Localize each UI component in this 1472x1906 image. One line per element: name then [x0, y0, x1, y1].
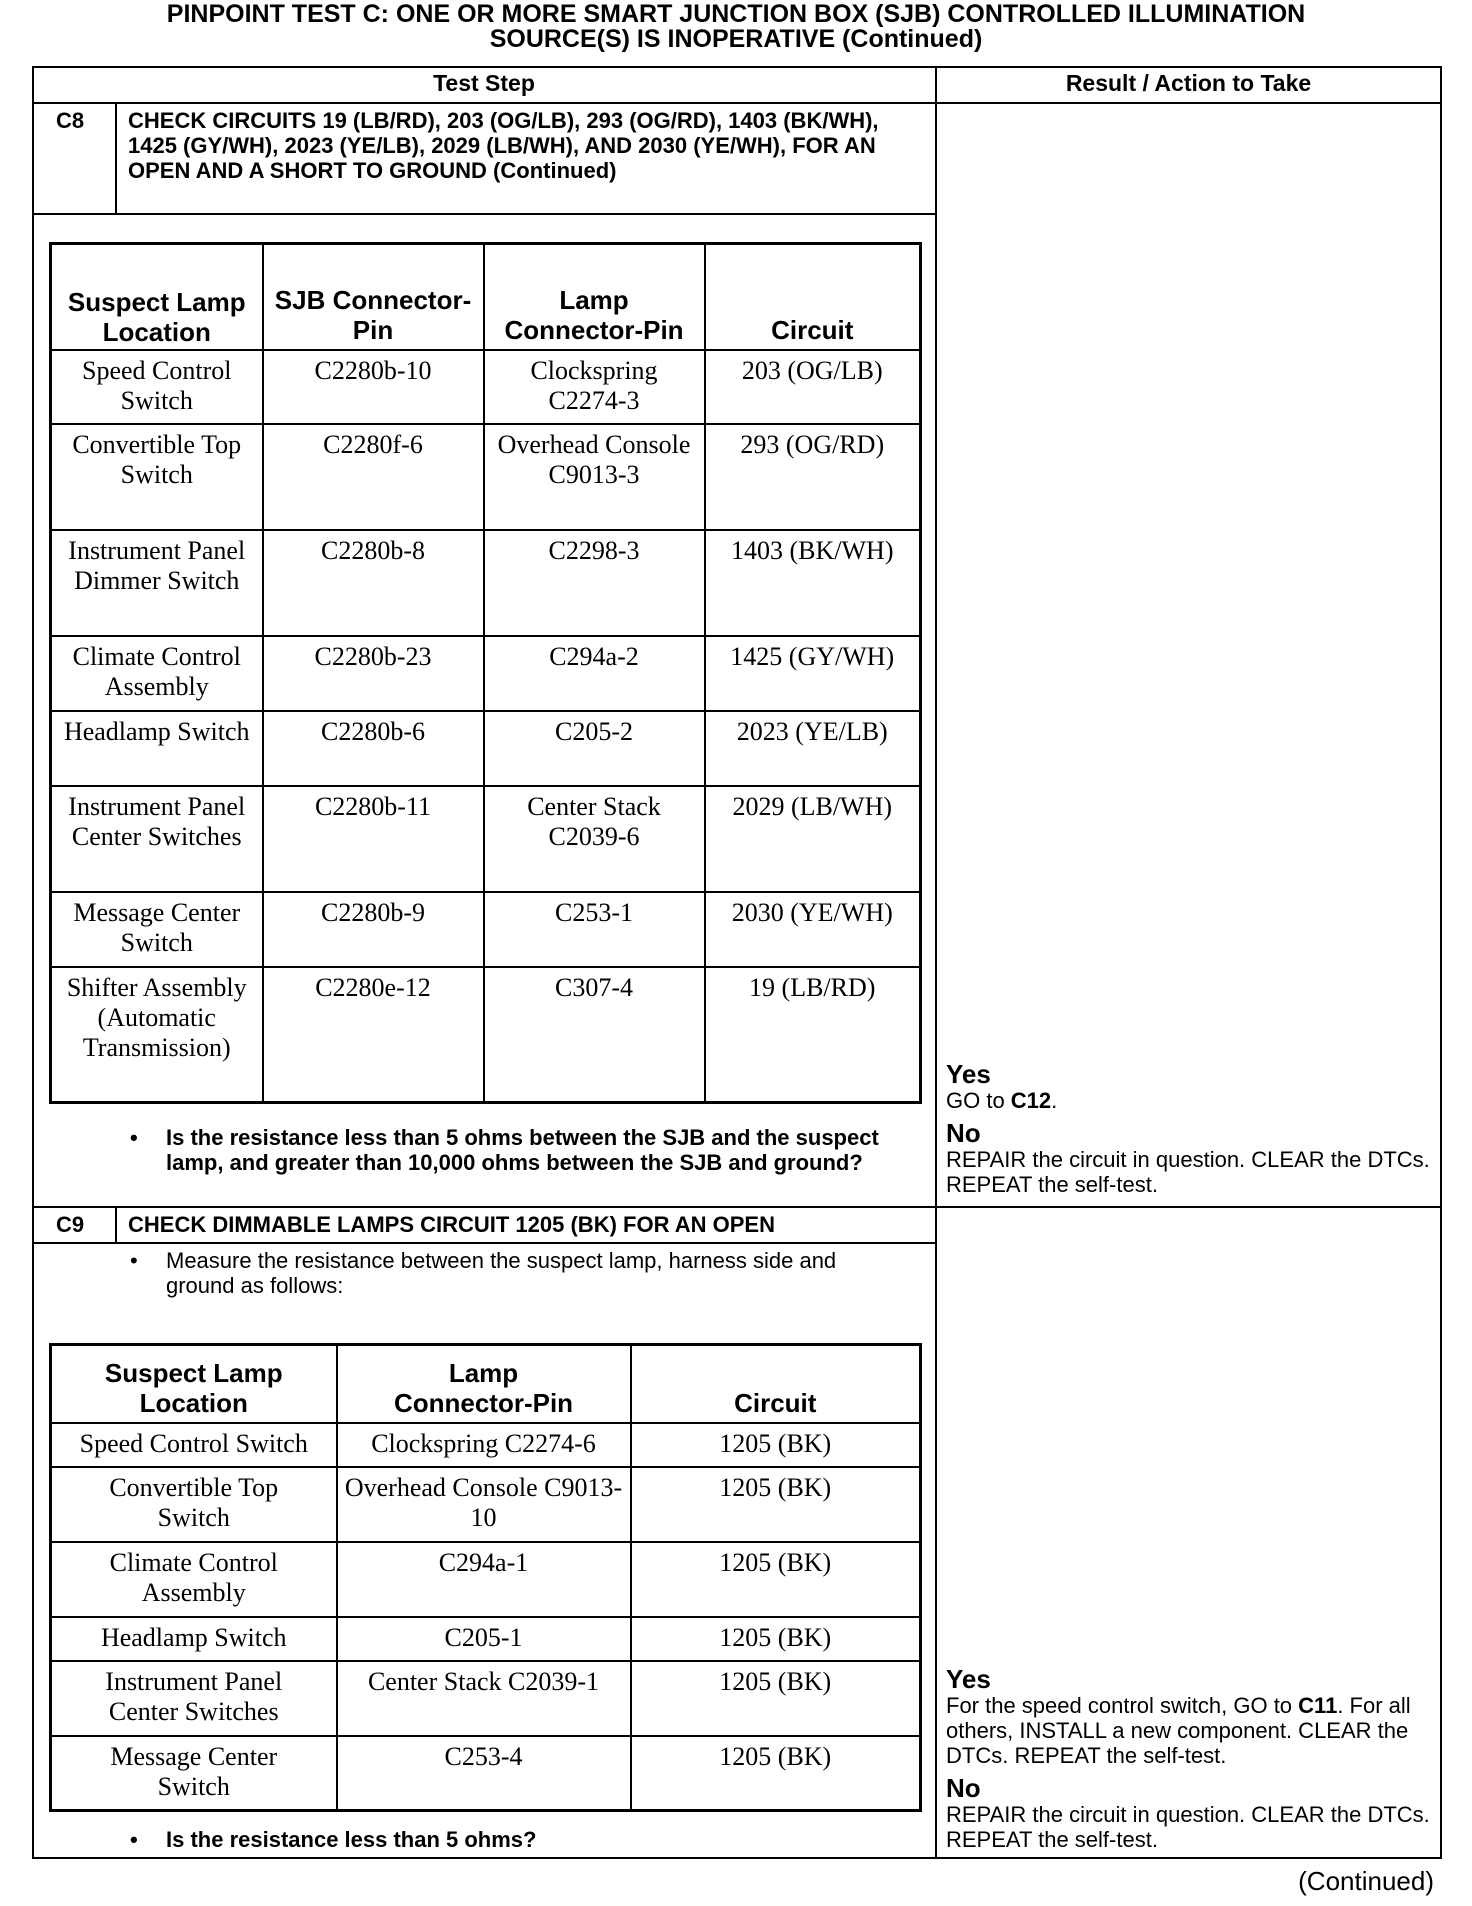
c8-col-header: Lamp Connector-Pin — [484, 244, 705, 350]
table-cell: C294a-1 — [337, 1542, 631, 1617]
header-test-step: Test Step — [433, 70, 535, 96]
table-row — [51, 1542, 921, 1617]
table-cell: Climate Control Assembly — [51, 1542, 337, 1617]
table-cell: C2280e-12 — [263, 967, 484, 1103]
table-cell: C2280b-8 — [263, 530, 484, 636]
table-cell: Headlamp Switch — [51, 711, 263, 786]
table-row — [51, 1617, 921, 1661]
table-cell: Speed Control Switch — [51, 1423, 337, 1467]
c9-yes-label: Yes — [946, 1664, 991, 1694]
step-c8-title-divider — [32, 213, 937, 215]
table-cell: 2029 (LB/WH) — [705, 786, 921, 892]
table-row — [51, 711, 921, 786]
step-c8-num-divider — [115, 104, 117, 214]
table-cell: C2280b-23 — [263, 636, 484, 711]
table-row — [51, 636, 921, 711]
step-separator — [32, 1206, 1442, 1208]
table-cell: 293 (OG/RD) — [705, 424, 921, 530]
c9-col-header: Lamp Connector-Pin — [337, 1345, 631, 1423]
c8-question — [130, 1125, 906, 1175]
table-cell: Instrument Panel Center Switches — [51, 786, 263, 892]
c9-result — [946, 1665, 1436, 1852]
table-cell: 1403 (BK/WH) — [705, 530, 921, 636]
c8-table — [49, 242, 922, 1104]
table-cell: Speed Control Switch — [51, 350, 263, 424]
table-cell: C205-1 — [337, 1617, 631, 1661]
table-cell: C2280b-10 — [263, 350, 484, 424]
c9-col-header: Suspect Lamp Location — [51, 1345, 337, 1423]
table-cell: Message Center Switch — [51, 1736, 337, 1811]
continued-label: (Continued) — [1298, 1866, 1434, 1896]
table-cell: 2030 (YE/WH) — [705, 892, 921, 967]
table-cell: 203 (OG/LB) — [705, 350, 921, 424]
table-cell: C294a-2 — [484, 636, 705, 711]
table-cell: 1425 (GY/WH) — [705, 636, 921, 711]
table-cell: Center Stack C2039-1 — [337, 1661, 631, 1736]
step-c8-title: CHECK CIRCUITS 19 (LB/RD), 203 (OG/LB), 293 (OG/RD), 1403 (BK/WH), 1425 (GY/WH), 2023 (YE/LB), 2029 (LB/WH), AND 2030 (YE/WH), FOR AN OPEN AND A SHORT TO GROUND (Continued) — [128, 108, 879, 183]
c9-yes-step-ref: C11 — [1298, 1693, 1338, 1718]
table-row — [51, 530, 921, 636]
table-row — [51, 1423, 921, 1467]
step-c8-number: C8 — [56, 108, 85, 133]
page-title — [0, 2, 1472, 52]
step-c9-title-divider — [32, 1242, 937, 1244]
c9-instruction — [130, 1248, 906, 1298]
table-row — [51, 424, 921, 530]
table-cell: C253-4 — [337, 1736, 631, 1811]
c9-question-text: Is the resistance less than 5 ohms? — [166, 1827, 537, 1852]
c8-no-label: No — [946, 1118, 981, 1148]
table-cell: 1205 (BK) — [631, 1423, 921, 1467]
c8-yes-text — [946, 1088, 1436, 1113]
table-cell: Overhead Console C9013-3 — [484, 424, 705, 530]
table-cell: Climate Control Assembly — [51, 636, 263, 711]
bullet-icon: • — [130, 1248, 138, 1273]
c8-yes-step-ref: C12 — [1010, 1088, 1052, 1113]
c8-no-text: REPAIR the circuit in question. CLEAR the DTCs. REPEAT the self-test. — [946, 1147, 1430, 1197]
table-cell: 1205 (BK) — [631, 1542, 921, 1617]
c8-col-header: SJB Connector-Pin — [263, 244, 484, 350]
table-cell: C2280f-6 — [263, 424, 484, 530]
table-cell: Clockspring C2274-6 — [337, 1423, 631, 1467]
table-cell: C205-2 — [484, 711, 705, 786]
header-divider — [32, 102, 1442, 104]
table-row — [51, 1736, 921, 1811]
c8-col-header: Circuit — [705, 244, 921, 350]
c9-yes-text — [946, 1693, 1436, 1768]
table-row — [51, 1661, 921, 1736]
table-cell: 1205 (BK) — [631, 1467, 921, 1542]
c9-table — [49, 1343, 922, 1812]
table-row — [51, 350, 921, 424]
table-cell: Clockspring C2274-3 — [484, 350, 705, 424]
c9-no-label: No — [946, 1773, 981, 1803]
column-divider — [935, 66, 937, 1859]
table-cell: Message Center Switch — [51, 892, 263, 967]
table-cell: C253-1 — [484, 892, 705, 967]
table-row — [51, 892, 921, 967]
table-cell: C2280b-11 — [263, 786, 484, 892]
step-c9-number: C9 — [56, 1212, 85, 1237]
bullet-icon: • — [130, 1827, 138, 1852]
table-cell: Convertible Top Switch — [51, 424, 263, 530]
c8-col-header: Suspect Lamp Location — [51, 244, 263, 350]
step-c9-title: CHECK DIMMABLE LAMPS CIRCUIT 1205 (BK) FOR AN OPEN — [128, 1212, 775, 1237]
table-row — [51, 967, 921, 1103]
c9-no-text: REPAIR the circuit in question. CLEAR the DTCs. REPEAT the self-test. — [946, 1802, 1430, 1852]
c8-yes-label: Yes — [946, 1059, 991, 1089]
table-cell: 2023 (YE/LB) — [705, 711, 921, 786]
table-cell: C2298-3 — [484, 530, 705, 636]
table-cell: 1205 (BK) — [631, 1736, 921, 1811]
title-line-1: PINPOINT TEST C: ONE OR MORE SMART JUNCTION BOX (SJB) CONTROLLED ILLUMINATION — [166, 0, 1306, 28]
table-cell: Center Stack C2039-6 — [484, 786, 705, 892]
title-line-2: SOURCE(S) IS INOPERATIVE (Continued) — [489, 25, 983, 53]
table-cell: Instrument Panel Dimmer Switch — [51, 530, 263, 636]
table-cell: 1205 (BK) — [631, 1617, 921, 1661]
table-cell: Instrument Panel Center Switches — [51, 1661, 337, 1736]
table-cell: Overhead Console C9013-10 — [337, 1467, 631, 1542]
c8-result — [946, 1060, 1436, 1197]
table-cell: C307-4 — [484, 967, 705, 1103]
table-cell: C2280b-6 — [263, 711, 484, 786]
header-result: Result / Action to Take — [1065, 70, 1312, 96]
table-cell: C2280b-9 — [263, 892, 484, 967]
c9-question — [130, 1827, 906, 1852]
table-cell: Shifter Assembly (Automatic Transmission) — [51, 967, 263, 1103]
c8-yes-pre: GO to — [946, 1088, 1011, 1113]
c8-question-text: Is the resistance less than 5 ohms between the SJB and the suspect lamp, and greater than 10,000 ohms between the SJB and ground? — [166, 1125, 879, 1175]
c9-yes-pre: For the speed control switch, GO to — [946, 1693, 1299, 1718]
table-cell: 19 (LB/RD) — [705, 967, 921, 1103]
c9-yes-post: . For all others, INSTALL a new component. CLEAR the DTCs. REPEAT the self-test. — [946, 1693, 1411, 1768]
table-row — [51, 1467, 921, 1542]
c9-col-header: Circuit — [631, 1345, 921, 1423]
table-cell: Convertible Top Switch — [51, 1467, 337, 1542]
table-cell: Headlamp Switch — [51, 1617, 337, 1661]
c8-yes-post: . — [1051, 1088, 1058, 1113]
table-cell: 1205 (BK) — [631, 1661, 921, 1736]
table-row — [51, 786, 921, 892]
bullet-icon: • — [130, 1125, 138, 1150]
c9-instruction-text: Measure the resistance between the suspect lamp, harness side and ground as follows: — [166, 1248, 837, 1298]
step-c9-num-divider — [115, 1208, 117, 1243]
